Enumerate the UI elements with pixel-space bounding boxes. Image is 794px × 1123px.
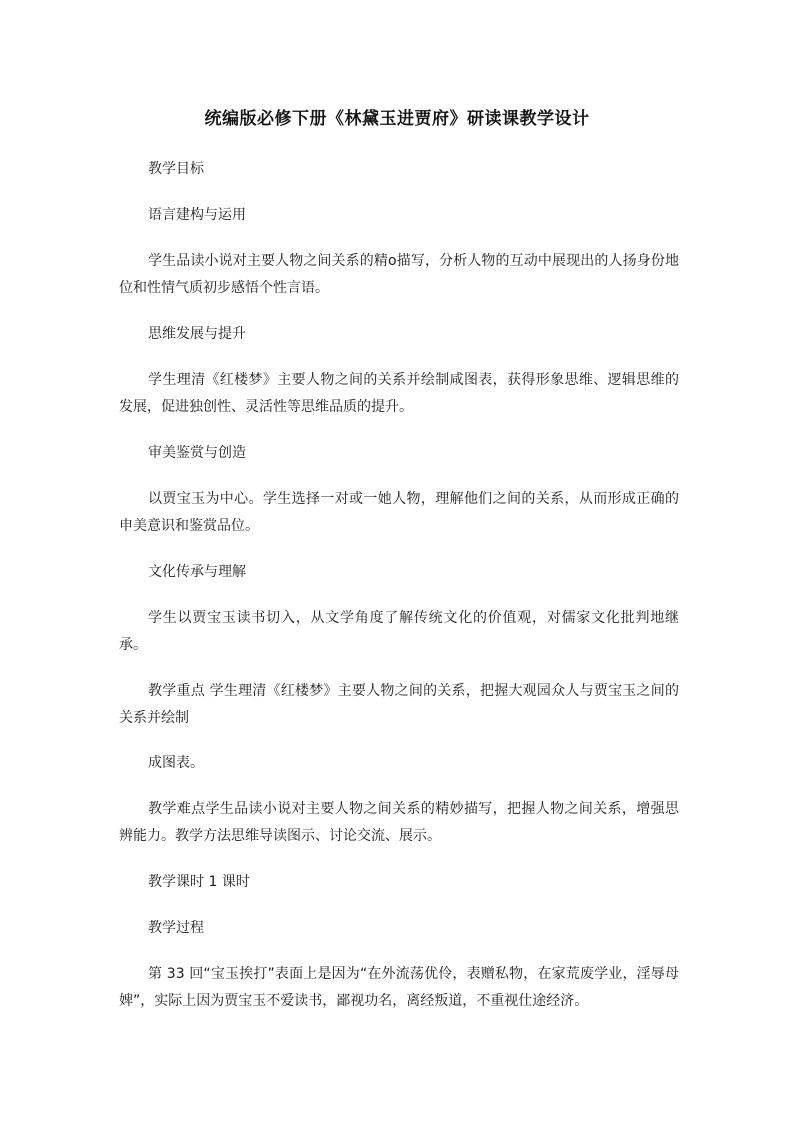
paragraph-language: 学生品读小说对主要人物之间关系的精ο描写，分析人物的互动中展现出的人扬身份地位和性情气质初步感悟个性言语。 bbox=[119, 253, 679, 296]
subheading-culture: 文化传承与理解 bbox=[148, 564, 246, 580]
paragraph-key-points: 教学重点 学生理清《红楼梦》主要人物之间的关系，把握大观园众人与贾宝玉之间的关系并绘制 bbox=[119, 683, 679, 726]
paragraph-thinking: 学生理清《红楼梦》主要人物之间的关系并绘制咸图表，获得形象思维、逻辑思维的发展，促进独创性、灵活性等思维品质的提升。 bbox=[119, 372, 679, 415]
paragraph-aesthetics: 以贾宝玉为中心。学生选择一对或一她人物，理解他们之间的关系，从而形成正确的申美意识和鉴赏品位。 bbox=[119, 491, 679, 534]
subheading-language: 语言建构与运用 bbox=[148, 207, 246, 223]
paragraph-class-hours: 教学课时 1 课时 bbox=[148, 874, 250, 890]
paragraph-key-points-continued: 成图表。 bbox=[148, 755, 204, 771]
paragraph-chapter-33: 第 33 回“宝玉挨打”表面上是因为“在外流荡优伶，表赠私物，在家荒废学业，淫辱母婢”，实际上因为贾宝玉不爱读书，鄙视功名，离经叛道，不重视仕途经济。 bbox=[119, 966, 679, 1009]
subheading-thinking: 思维发展与提升 bbox=[148, 326, 246, 342]
section-heading-teaching-process: 教学过程 bbox=[148, 920, 204, 936]
subheading-aesthetics: 审美鉴赏与创造 bbox=[148, 445, 246, 461]
document-title: 统编版必修下册《林黛玉进贾府》研读课教学设计 bbox=[204, 109, 590, 129]
paragraph-culture: 学生以贾宝玉读书切入，从文学角度了解传统文化的价值观，对儒家文化批判地继承。 bbox=[119, 610, 679, 653]
document-body bbox=[119, 156, 679, 1034]
section-heading-teaching-goals: 教学目标 bbox=[148, 161, 204, 177]
paragraph-difficulties-methods: 教学难点学生品读小说对主要人物之间关系的精妙描写，把握人物之间关系，增强思辨能力。教学方法思维导读图示、讨论交流、展示。 bbox=[119, 801, 679, 844]
